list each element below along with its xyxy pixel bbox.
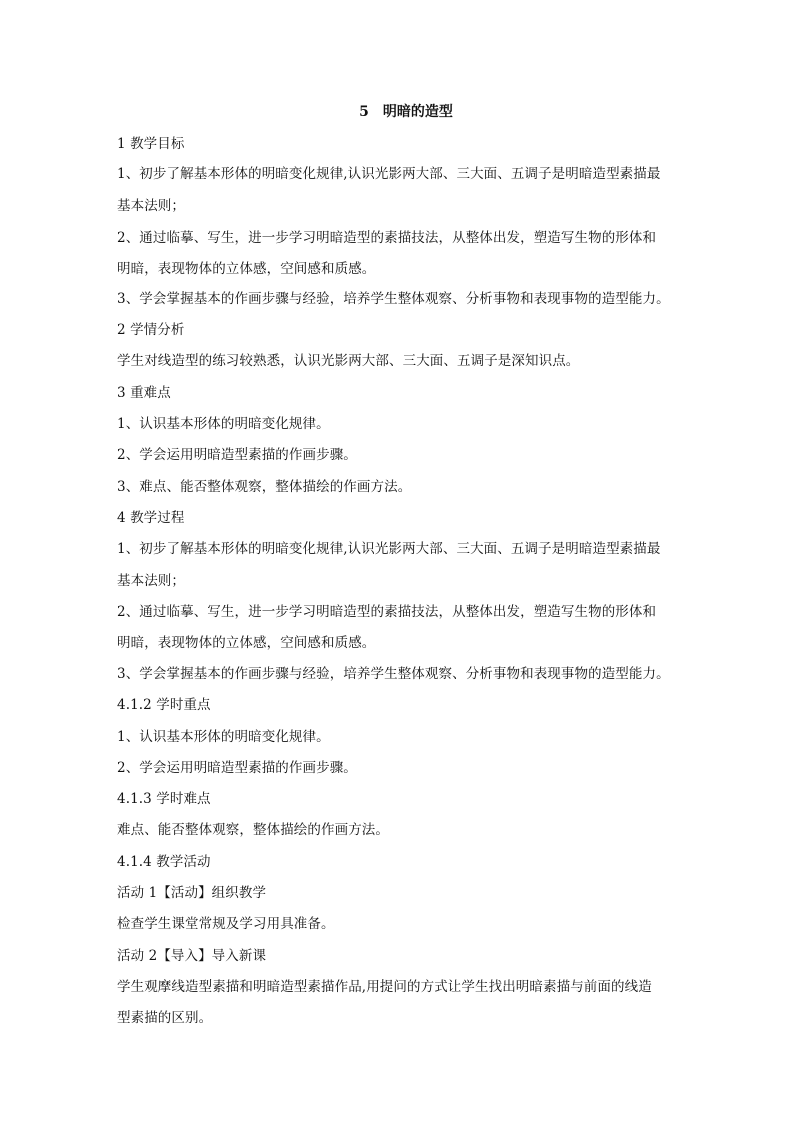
- subsection-heading-key-point: 4.1.2 学时重点: [117, 697, 211, 713]
- paragraph-line: 学生观摩线造型素描和明暗造型素描作品,用提问的方式让学生找出明暗素描与前面的线造: [117, 979, 652, 995]
- activity-heading: 活动 2【导入】导入新课: [117, 948, 267, 964]
- section-heading-student-analysis: 2 学情分析: [117, 322, 185, 338]
- paragraph-line: 2、通过临摹、写生，进一步学习明暗造型的素描技法，从整体出发，塑造写生物的形体和: [117, 604, 657, 620]
- section-heading-teaching-process: 4 教学过程: [117, 510, 185, 526]
- section-heading-key-points: 3 重难点: [117, 385, 171, 401]
- paragraph-line: 3、学会掌握基本的作画步骤与经验，培养学生整体观察、分析事物和表现事物的造型能力。: [117, 666, 670, 682]
- page-title: 5 明暗的造型: [359, 104, 453, 120]
- paragraph-line: 1、初步了解基本形体的明暗变化规律,认识光影两大部、三大面、五调子是明暗造型素描最: [117, 166, 661, 182]
- paragraph-line: 1、认识基本形体的明暗变化规律。: [117, 416, 330, 432]
- paragraph-line: 明暗，表现物体的立体感，空间感和质感。: [117, 261, 376, 277]
- paragraph-line: 型素描的区别。: [117, 1010, 213, 1026]
- paragraph-line: 基本法则；: [117, 573, 185, 589]
- paragraph-line: 明暗，表现物体的立体感，空间感和质感。: [117, 635, 376, 651]
- paragraph-line: 3、学会掌握基本的作画步骤与经验，培养学生整体观察、分析事物和表现事物的造型能力。: [117, 291, 670, 307]
- paragraph-line: 学生对线造型的练习较熟悉，认识光影两大部、三大面、五调子是深知识点。: [117, 353, 580, 369]
- paragraph-line: 3、难点、能否整体观察，整体描绘的作画方法。: [117, 479, 412, 495]
- section-heading-objectives: 1 教学目标: [117, 136, 185, 152]
- subsection-heading-activities: 4.1.4 教学活动: [117, 854, 211, 870]
- paragraph-line: 基本法则；: [117, 198, 185, 214]
- paragraph-line: 难点、能否整体观察，整体描绘的作画方法。: [117, 822, 389, 838]
- subsection-heading-difficulty: 4.1.3 学时难点: [117, 791, 211, 807]
- paragraph-line: 2、通过临摹、写生，进一步学习明暗造型的素描技法，从整体出发，塑造写生物的形体和: [117, 230, 657, 246]
- paragraph-line: 2、学会运用明暗造型素描的作画步骤。: [117, 760, 357, 776]
- activity-heading: 活动 1【活动】组织教学: [117, 885, 267, 901]
- paragraph-line: 检查学生课堂常规及学习用具准备。: [117, 916, 335, 932]
- paragraph-line: 1、认识基本形体的明暗变化规律。: [117, 729, 330, 745]
- paragraph-line: 2、学会运用明暗造型素描的作画步骤。: [117, 447, 357, 463]
- paragraph-line: 1、初步了解基本形体的明暗变化规律,认识光影两大部、三大面、五调子是明暗造型素描最: [117, 541, 661, 557]
